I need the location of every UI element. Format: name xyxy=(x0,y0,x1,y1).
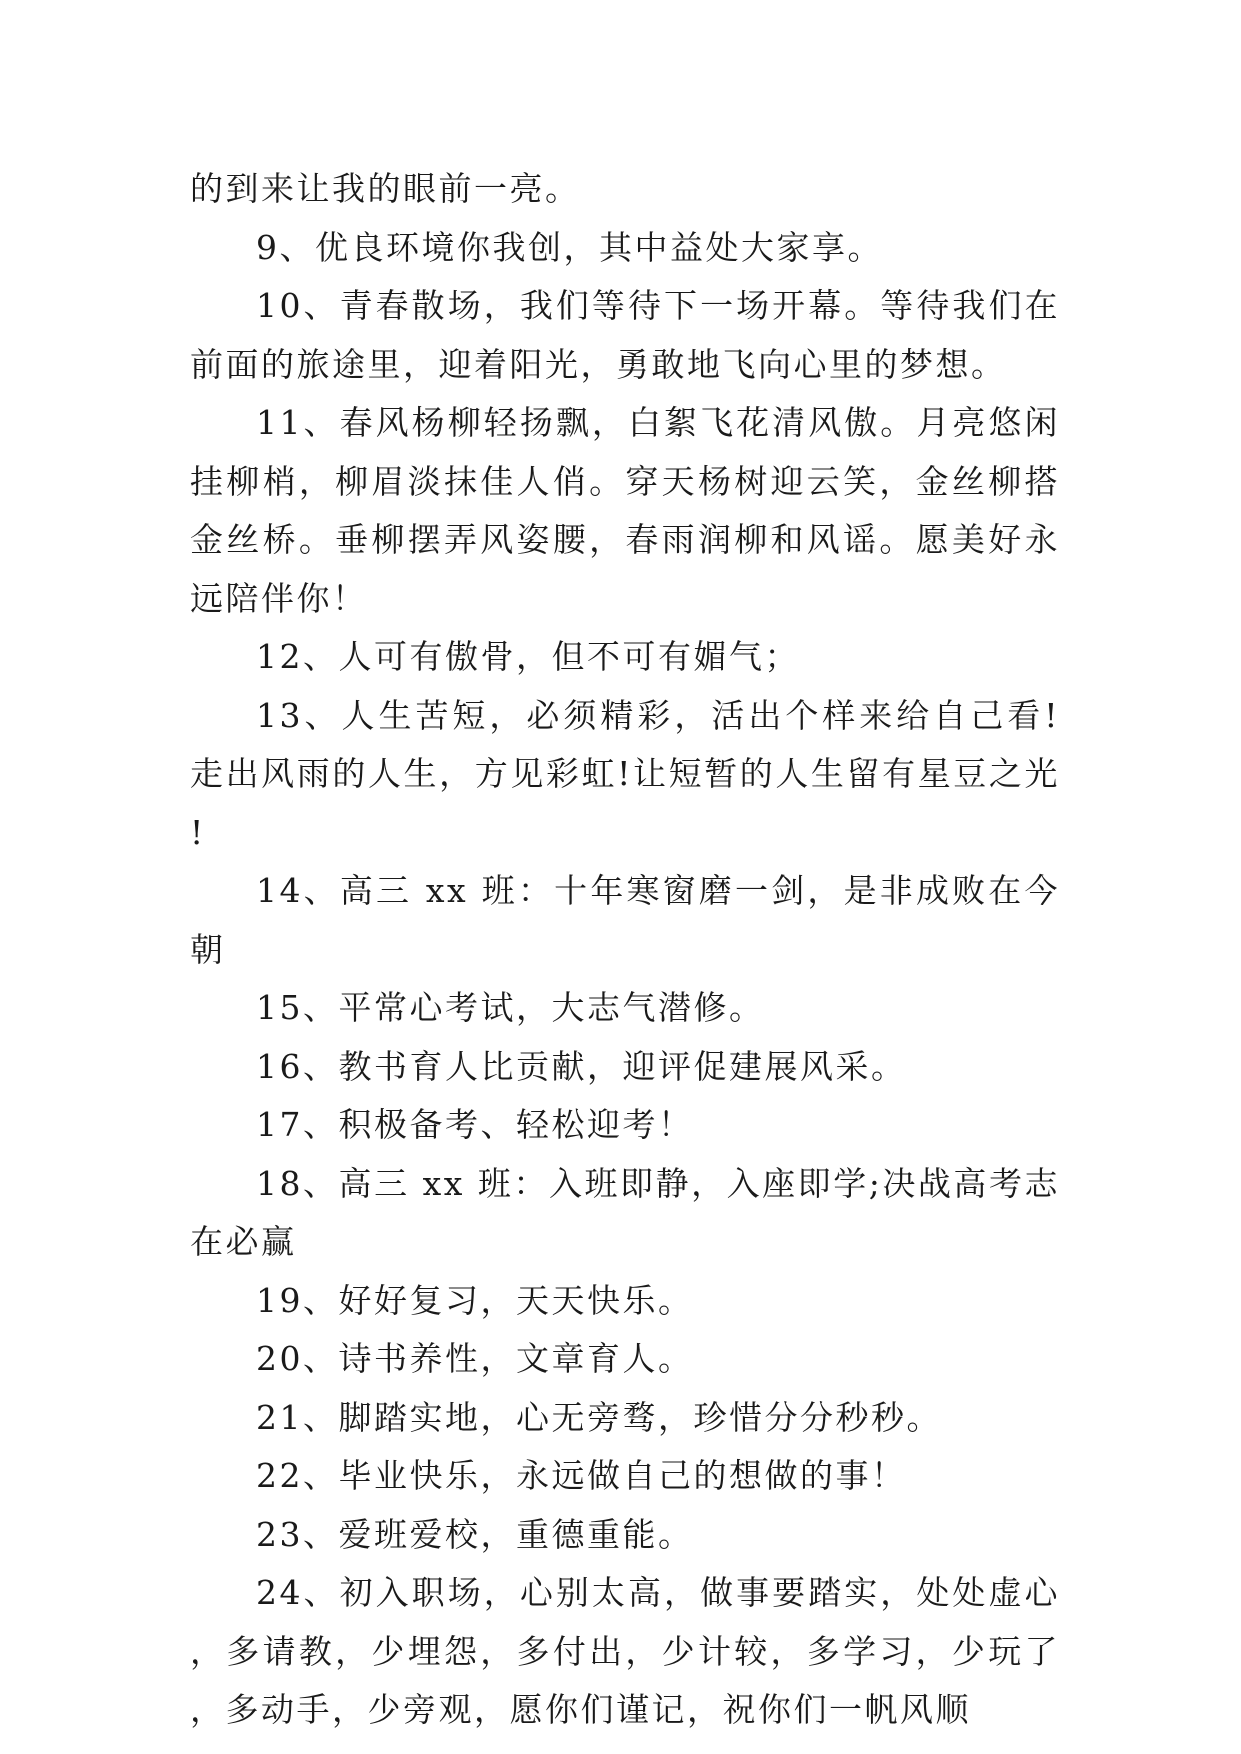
paragraph-continued: 的到来让我的眼前一亮。 xyxy=(190,169,581,208)
paragraph-9: 9、优良环境你我创，其中益处大家享。 xyxy=(256,227,883,267)
paragraph-23: 23、爱班爱校，重德重能。 xyxy=(256,1514,694,1554)
paragraph-22: 22、毕业快乐，永远做自己的想做的事！ xyxy=(256,1456,907,1495)
paragraph-24: 24、初入职场，心别太高，做事要踏实，处处虚心，多请教，少埋怨，多付出，少计较，多学习，少玩了，多动手，少旁观，愿你们谨记，祝你们一帆风顺 xyxy=(190,1573,1060,1729)
paragraph-15: 15、平常心考试，大志气潜修。 xyxy=(256,988,765,1027)
paragraph-20: 20、诗书养性，文章育人。 xyxy=(256,1339,694,1378)
paragraph-14: 14、高三 xx 班：十年寒窗磨一剑，是非成败在今朝 xyxy=(190,871,1060,969)
paragraph-16: 16、教书育人比贡献，迎评促建展风采。 xyxy=(256,1046,907,1086)
paragraph-11: 11、春风杨柳轻扬飘，白絮飞花清风傲。月亮悠闲挂柳梢，柳眉淡抹佳人俏。穿天杨树迎云笑，金丝柳搭金丝桥。垂柳摆弄风姿腰，春雨润柳和风谣。愿美好永远陪伴你！ xyxy=(190,403,1060,618)
paragraph-12: 12、人可有傲骨，但不可有媚气； xyxy=(256,637,800,676)
paragraph-21: 21、脚踏实地，心无旁骛，珍惜分分秒秒。 xyxy=(256,1397,942,1437)
document-body xyxy=(190,160,1060,1740)
paragraph-19: 19、好好复习，天天快乐。 xyxy=(256,1280,694,1320)
paragraph-18: 18、高三 xx 班：入班即静，入座即学;决战高考志在必赢 xyxy=(190,1163,1060,1261)
paragraph-17: 17、积极备考、轻松迎考！ xyxy=(256,1105,694,1144)
paragraph-10: 10、青春散场，我们等待下一场开幕。等待我们在前面的旅途里，迎着阳光，勇敢地飞向心里的梦想。 xyxy=(190,286,1060,384)
paragraph-13: 13、人生苦短，必须精彩，活出个样来给自己看!走出风雨的人生，方见彩虹!让短暂的人生留有星豆之光! xyxy=(190,695,1060,852)
